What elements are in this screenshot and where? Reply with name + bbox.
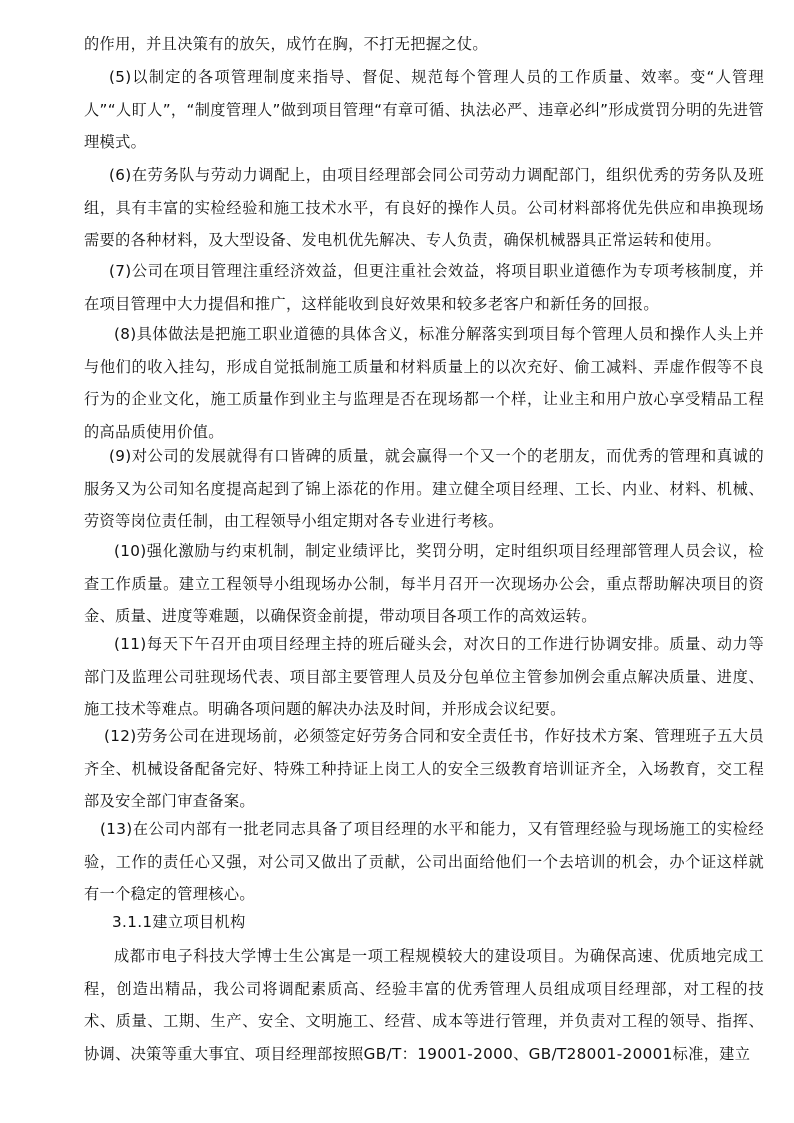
paragraph-item-8: (8)具体做法是把施工职业道德的具体含义，标准分解落实到项目每个管理人员和操作人头上并与他们的收入挂勾，形成自觉抵制施工质量和材料质量上的以次充好、偷工减料、弄虚作假等不良行为的企业文化，施工质量作到业主与监理是否在现场都一个样，让业主和用户放心享受精品工程的高品质使用价值。 xyxy=(84,325,764,441)
paragraph-item-12: (12)劳务公司在进现场前，必须签定好劳务合同和安全责任书，作好技术方案、管理班子五大员齐全、机械设备配备完好、特殊工种持证上岗工人的安全三级教育培训证齐全，入场教育，交工程部及安全部门审查备案。 xyxy=(84,727,764,811)
paragraph-project-organization: 成都市电子科技大学博士生公寓是一项工程规模较大的建设项目。为确保高速、优质地完成工程，创造出精品，我公司将调配素质高、经验丰富的优秀管理人员组成项目经理部，对工程的技术、质量、工期、生产、安全、文明施工、经营、成本等进行管理，并负责对工程的领导、指挥、协调、决策等重大事宜、项目经理部按照GB/T：19001-2000、GB/T28001-20001标准，建立 xyxy=(84,947,764,1063)
paragraph-item-11: (11)每天下午召开由项目经理主持的班后碰头会，对次日的工作进行协调安排。质量、动力等部门及监理公司驻现场代表、项目部主要管理人员及分包单位主管参加例会重点解决质量、进度、施工技术等难点。明确各项问题的解决办法及时间，并形成会议纪要。 xyxy=(84,635,764,719)
paragraph-item-6: (6)在劳务队与劳动力调配上，由项目经理部会同公司劳动力调配部门，组织优秀的劳务队及班组，具有丰富的实检经验和施工技术水平，有良好的操作人员。公司材料部将优先供应和串换现场需要的各种材料，及大型设备、发电机优先解决、专人负责，确保机械器具正常运转和使用。 xyxy=(84,166,764,250)
paragraph-item-13: (13)在公司内部有一批老同志具备了项目经理的水平和能力，又有管理经验与现场施工的实检经验，工作的责任心又强，对公司又做出了贡献，公司出面给他们一个去培训的机会，办个证这样就有一个稳定的管理核心。 xyxy=(84,820,764,904)
section-heading: 3.1.1建立项目机构 xyxy=(112,913,246,931)
paragraph-continuation: 的作用，并且决策有的放矢，成竹在胸，不打无把握之仗。 xyxy=(84,35,488,53)
paragraph-item-10: (10)强化激励与约束机制，制定业绩评比，奖罚分明，定时组织项目经理部管理人员会议，检查工作质量。建立工程领导小组现场办公制，每半月召开一次现场办公会，重点帮助解决项目的资金、质量、进度等难题，以确保资金前提，带动项目各项工作的高效运转。 xyxy=(84,542,764,626)
paragraph-item-5: (5)以制定的各项管理制度来指导、督促、规范每个管理人员的工作质量、效率。变“人管理人”“人盯人”，“制度管理人”做到项目管理“有章可循、执法必严、违章必纠”形成赏罚分明的先进管理模式。 xyxy=(84,68,764,152)
paragraph-item-7: (7)公司在项目管理注重经济效益，但更注重社会效益，将项目职业道德作为专项考核制度，并在项目管理中大力提倡和推广，这样能收到良好效果和较多老客户和新任务的回报。 xyxy=(84,262,764,313)
paragraph-item-9: (9)对公司的发展就得有口皆碑的质量，就会赢得一个又一个的老朋友，而优秀的管理和真诚的服务又为公司知名度提高起到了锦上添花的作用。建立健全项目经理、工长、内业、材料、机械、劳资等岗位责任制，由工程领导小组定期对各专业进行考核。 xyxy=(84,447,764,531)
